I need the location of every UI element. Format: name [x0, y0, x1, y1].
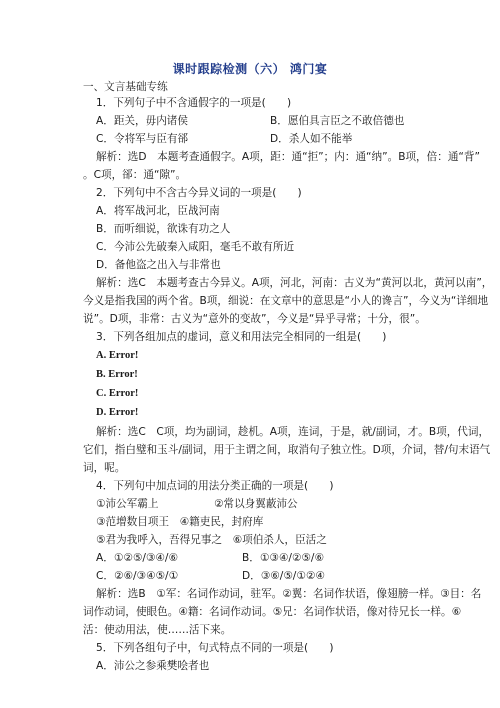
question-2-stem: 2．下列句中不含古今异义词的一项是( ): [96, 187, 302, 199]
section-heading: 一、文言基础专练: [83, 81, 168, 93]
question-2-explanation-line-2: 今义是指我国的两个省。B项，细说：在文章中的意思是“小人的谗言”，今义为“详细地: [83, 295, 489, 307]
question-3-option-a: A. Error!: [96, 350, 139, 361]
page-title: 课时跟踪检测（六） 鸿门宴: [172, 62, 328, 76]
question-2-explanation-line-3: 说”。D项，非常：古义为“意外的变故”，今义是“异乎寻常；十分，很”。: [83, 313, 426, 325]
question-2-option-c: C．今沛公先破秦入咸阳，毫毛不敢有所近: [96, 241, 295, 253]
question-4-explanation-line-1: 解析：选B ①军：名词作动词，驻军。②翼：名词作状语，像翅膀一样。③目：名: [96, 588, 482, 600]
question-1-option-d: D．杀人如不能举: [270, 133, 353, 145]
question-1-option-c: C．令将军与臣有郤: [96, 133, 189, 145]
question-4-items-3-4: ③范增数目项王 ④籍吏民，封府库: [96, 516, 264, 528]
question-1-option-a: A．距关，毋内诸侯: [96, 115, 188, 127]
question-4-stem: 4．下列句中加点词的用法分类正确的一项是( ): [96, 480, 334, 492]
question-4-option-a: A．①②⑤/③④/⑥: [96, 552, 178, 564]
question-2-option-b: B．而听细说，欲诛有功之人: [96, 223, 231, 235]
question-3-explanation-line-1: 解析：选C C项，均为副词，趁机。A项，连词，于是，就/副词，才。B项，代词，: [96, 426, 490, 438]
question-5-option-a: A．沛公之参乘樊哙者也: [96, 660, 210, 672]
question-4-item-2: ②常以身翼蔽沛公: [214, 498, 298, 510]
question-4-option-d: D．③⑥/⑤/①②④: [242, 570, 325, 582]
question-5-stem: 5．下列各组句子中，句式特点不同的一项是( ): [96, 642, 334, 654]
question-1-option-b: B．愿伯具言臣之不敢倍德也: [270, 115, 405, 127]
question-3-stem: 3．下列各组加点的虚词，意义和用法完全相同的一组是( ): [96, 331, 387, 343]
question-4-item-1: ①沛公军霸上: [96, 498, 159, 510]
question-2-explanation-line-1: 解析：选C 本题考查古今异义。A项，河北，河南：古义为“黄河以北，黄河以南”，: [96, 277, 493, 289]
question-1-explanation-line-2: 。C项，郤：通“隙”。: [83, 169, 187, 181]
question-4-explanation-line-3: 活：使动用法，使……活下来。: [83, 624, 232, 636]
question-3-explanation-line-2: 它们，指白璧和玉斗/副词，用于主谓之间，取消句子独立性。D项，介词，替/句末语气: [83, 444, 491, 456]
question-4-explanation-line-2: 词作动词，使眼色。④籍：名词作动词。⑤兄：名词作状语，像对待兄长一样。⑥: [83, 606, 462, 618]
question-4-option-b: B．①③④/②⑤/⑥: [242, 552, 324, 564]
question-2-option-a: A．将军战河北，臣战河南: [96, 205, 220, 217]
question-1-explanation-line-1: 解析：选D 本题考查通假字。A项，距：通“拒”；内：通“纳”。B项，倍：通“背”: [96, 151, 481, 163]
question-1-stem: 1．下列句子中不含通假字的一项是( ): [96, 97, 292, 109]
question-3-explanation-line-3: 词，呢。: [83, 462, 126, 474]
question-4-items-5-6: ⑤君为我呼入，吾得兄事之 ⑥项伯杀人，臣活之: [96, 534, 327, 546]
question-4-option-c: C．②⑥/③④⑤/①: [96, 570, 179, 582]
question-3-option-c: C. Error!: [96, 388, 139, 399]
question-2-option-d: D．备他盗之出入与非常也: [96, 259, 221, 271]
question-3-option-d: D. Error!: [96, 407, 139, 418]
question-3-option-b: B. Error!: [96, 369, 138, 380]
